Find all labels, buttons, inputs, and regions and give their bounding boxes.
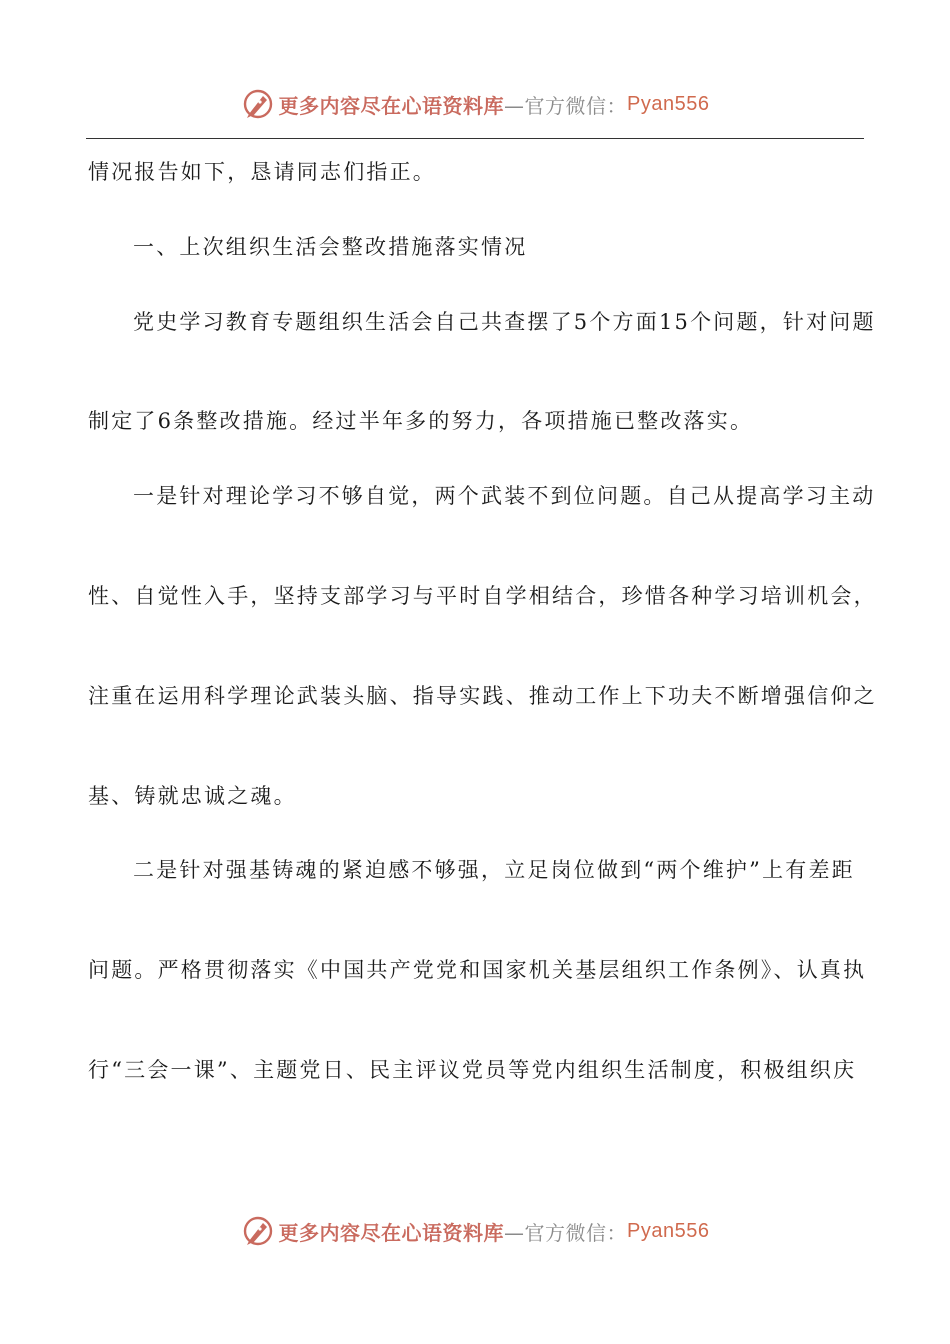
text-line: 党史学习教育专题组织生活会自己共查摆了5个方面15个问题，针对问题 bbox=[133, 310, 876, 334]
header-banner bbox=[0, 82, 950, 126]
text-line: 问题。严格贯彻落实《中国共产党党和国家机关基层组织工作条例》、认真执 bbox=[88, 958, 867, 982]
header-divider bbox=[86, 138, 864, 139]
banner-wechat-id: Pyan556 bbox=[627, 92, 710, 115]
banner-site-name: 更多内容尽在心语资料库 bbox=[278, 1220, 505, 1245]
text-line: 情况报告如下，恳请同志们指正。 bbox=[88, 160, 436, 184]
banner-wechat-id: Pyan556 bbox=[627, 1219, 710, 1242]
banner-site-name: 更多内容尽在心语资料库 bbox=[278, 93, 505, 118]
pen-nib-circle-icon bbox=[241, 1214, 275, 1248]
text-line: 注重在运用科学理论武装头脑、指导实践、推动工作上下功夫不断增强信仰之 bbox=[88, 684, 877, 708]
section-heading: 一、上次组织生活会整改措施落实情况 bbox=[133, 235, 528, 259]
text-line: 性、自觉性入手，坚持支部学习与平时自学相结合，珍惜各种学习培训机会， bbox=[88, 584, 877, 608]
banner-wechat-label: —官方微信： bbox=[504, 1220, 628, 1245]
banner-wechat-label: —官方微信： bbox=[504, 93, 628, 118]
text-line: 一是针对理论学习不够自觉，两个武装不到位问题。自己从提高学习主动 bbox=[133, 484, 876, 508]
pen-nib-circle-icon bbox=[241, 87, 275, 121]
text-line: 行“三会一课”、主题党日、民主评议党员等党内组织生活制度，积极组织庆 bbox=[88, 1058, 857, 1082]
text-line: 基、铸就忠诚之魂。 bbox=[88, 784, 297, 808]
footer-banner bbox=[0, 1209, 950, 1253]
text-line: 制定了6条整改措施。经过半年多的努力，各项措施已整改落实。 bbox=[88, 409, 754, 433]
text-line: 二是针对强基铸魂的紧迫感不够强，立足岗位做到“两个维护”上有差距 bbox=[133, 858, 855, 882]
